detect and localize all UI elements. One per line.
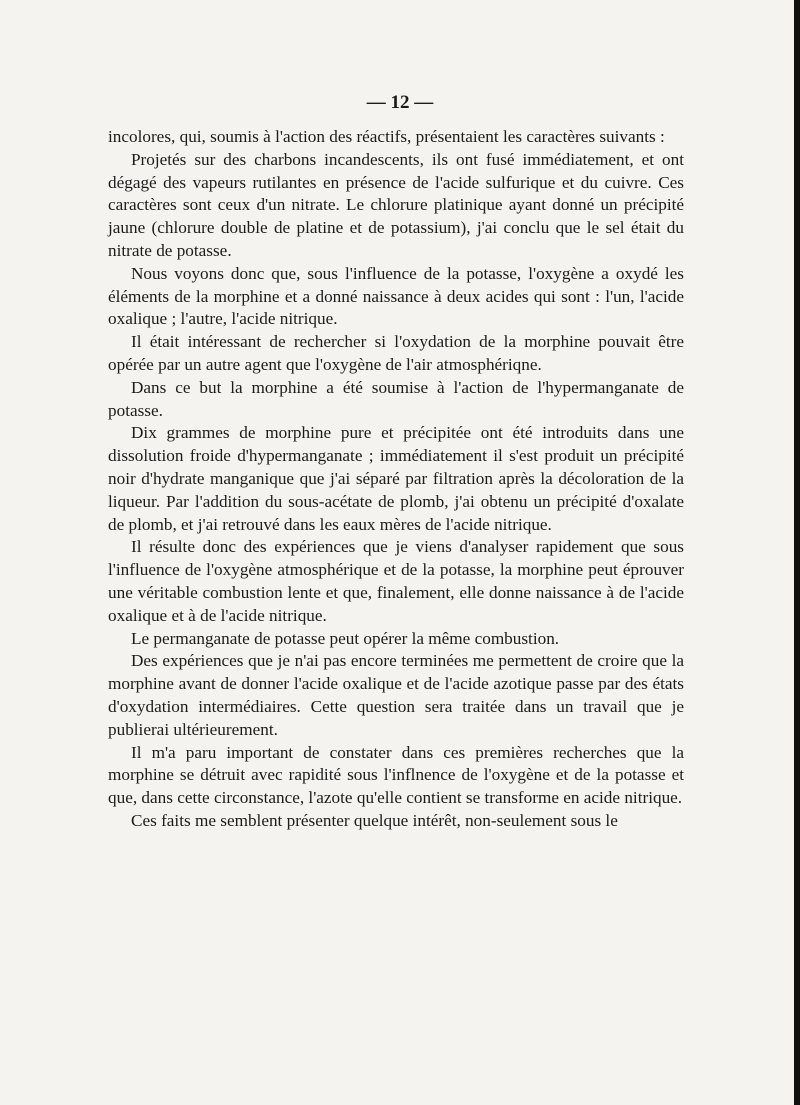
- body-text: [108, 126, 684, 833]
- paragraph-10: Il m'a paru important de constater dans ces premières recherches que la morphine se détruit avec rapidité sous l'inflnence de l'oxygène et de la potasse et que, dans cette circonstance, l'azote qu'elle contient se transforme en acide nitrique.: [108, 742, 684, 808]
- paragraph-7: Il résulte donc des expériences que je viens d'analyser rapidement que sous l'influence de l'oxygène atmosphérique et de la potasse, la morphine peut éprouver une véritable combustion lente et que, finalement, elle donne naissance à de l'acide oxalique et à de l'acide nitrique.: [108, 537, 684, 625]
- page-edge-shadow: [794, 0, 800, 1105]
- paragraph-11: Ces faits me semblent présenter quelque intérêt, non-seulement sous le: [131, 810, 618, 830]
- paragraph-5: Dans ce but la morphine a été soumise à l'action de l'hypermanganate de potasse.: [108, 377, 684, 420]
- paragraph-3: Nous voyons donc que, sous l'influence de la potasse, l'oxygène a oxydé les éléments de la morphine et a donné naissance à deux acides qui sont : l'un, l'acide oxalique ; l'autre, l'acide nitrique.: [108, 263, 684, 329]
- paragraph-9: Des expériences que je n'ai pas encore terminées me permettent de croire que la morphine avant de donner l'acide oxalique et de l'acide azotique passe par des états d'oxydation intermédiaires. Cette question sera traitée dans un travail que je publierai ultérieurement.: [108, 651, 684, 739]
- paragraph-2: Projetés sur des charbons incandescents, ils ont fusé immédiatement, et ont dégagé des vapeurs rutilantes en présence de l'acide sulfurique et du cuivre. Ces caractères sont ceux d'un nitrate. Le chlorure platinique ayant donné un précipité jaune (chlorure double de platine et de potassium), j'ai conclu que le sel était du nitrate de potasse.: [108, 149, 684, 260]
- paragraph-1: incolores, qui, soumis à l'action des réactifs, présentaient les caractères suivants :: [108, 127, 665, 146]
- paragraph-6: Dix grammes de morphine pure et précipitée ont été introduits dans une dissolution froide d'hypermanganate ; immédiatement il s'est produit un précipité noir d'hydrate manganique que j'ai séparé par filtration après la décoloration de la liqueur. Par l'addition du sous-acétate de plomb, j'ai obtenu un précipité d'oxalate de plomb, et j'ai retrouvé dans les eaux mères de l'acide nitrique.: [108, 423, 684, 534]
- paragraph-4: Il était intéressant de rechercher si l'oxydation de la morphine pouvait être opérée par un autre agent que l'oxygène de l'air atmosphériqne.: [108, 332, 684, 374]
- paragraph-8: Le permanganate de potasse peut opérer la même combustion.: [131, 628, 560, 648]
- page-number: — 12 —: [366, 92, 434, 113]
